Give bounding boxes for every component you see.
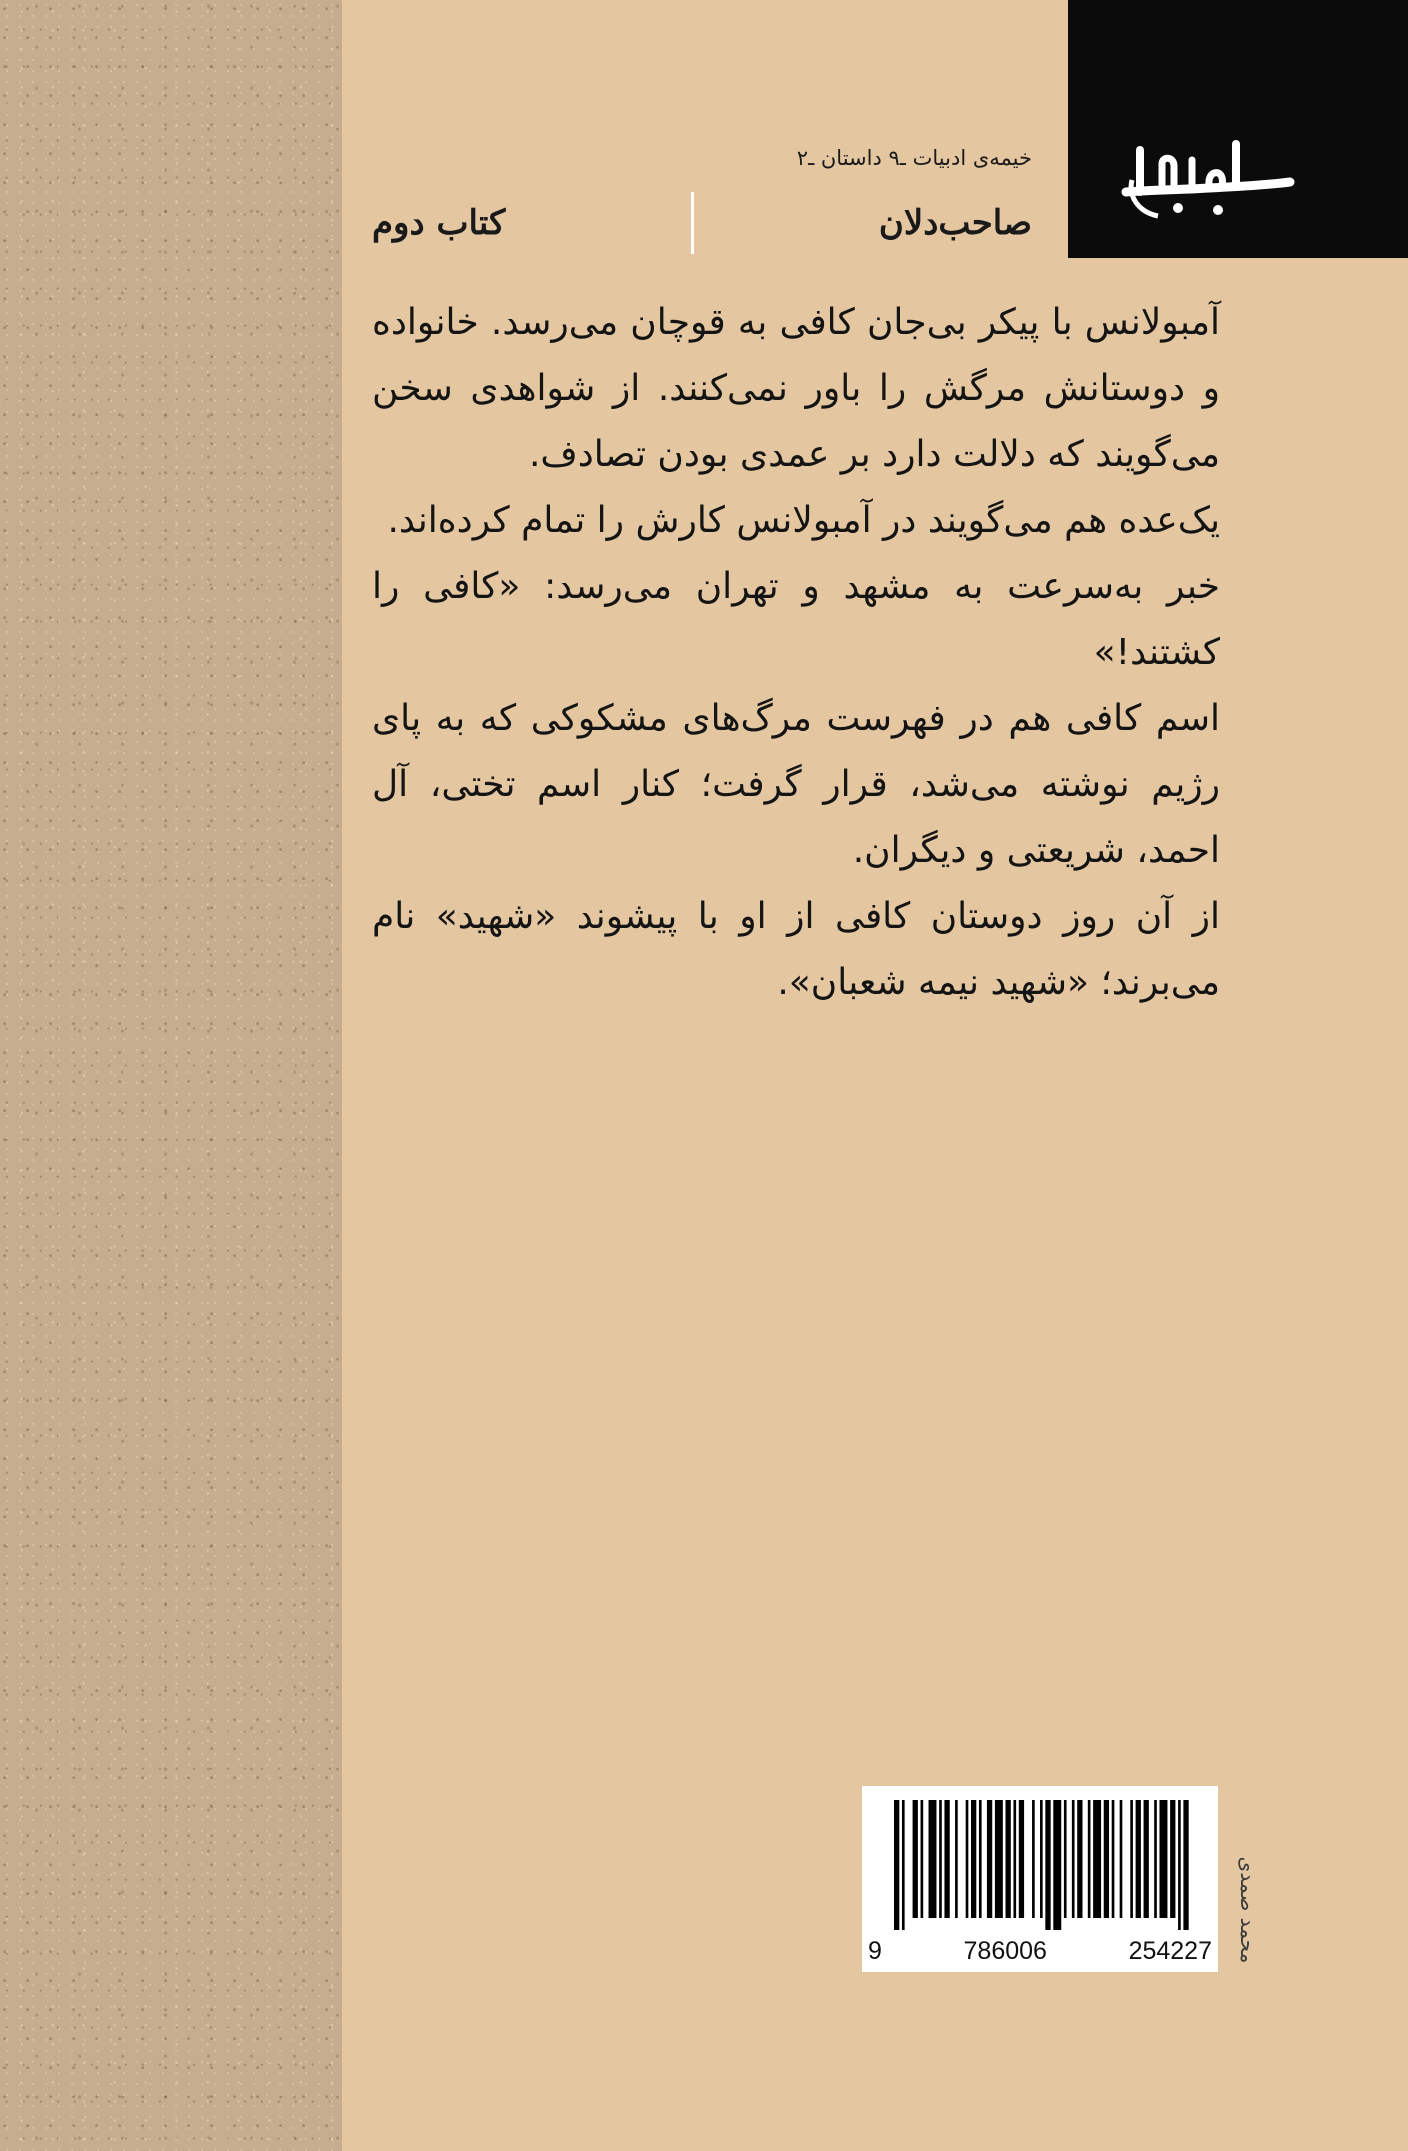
- barcode-bar: [913, 1800, 918, 1918]
- barcode-bar: [1006, 1800, 1011, 1918]
- barcode-bar: [1183, 1800, 1188, 1930]
- barcode-bar: [966, 1800, 969, 1918]
- title-bar: [372, 188, 1032, 258]
- barcode-bar: [1144, 1800, 1149, 1918]
- blurb-paragraph: آمبولانس با پیکر بی‌جان کافی به قوچان می‌رسد. خانواده و دوستانش مرگش را باور نمی‌کنند. از شواهدی سخن می‌گویند که دلالت دارد بر عمدی بودن تصادف.: [372, 302, 1220, 475]
- khaimeh-logo-icon: [1118, 120, 1298, 240]
- barcode-bar: [955, 1800, 958, 1918]
- barcode-bar: [929, 1800, 937, 1918]
- barcode-bar: [894, 1800, 899, 1930]
- barcode-bar: [939, 1800, 942, 1918]
- blurb-paragraph: خبر به‌سرعت به مشهد و تهران می‌رسد: «کافی را کشتند!»: [372, 566, 1220, 673]
- barcode-bar: [1159, 1800, 1167, 1918]
- barcode-bar: [1040, 1800, 1043, 1918]
- barcode-bar: [995, 1800, 1003, 1918]
- barcode-bar: [971, 1800, 976, 1918]
- designer-name: محمد صمدی: [1236, 1856, 1260, 1964]
- barcode-bar: [1136, 1800, 1141, 1918]
- barcode-bar: [1013, 1800, 1016, 1918]
- barcode-digit-group1: 786006: [963, 1937, 1047, 1965]
- barcode-digits: [868, 1937, 1212, 1966]
- barcode-bar: [1088, 1800, 1091, 1918]
- blurb-paragraph: اسم کافی هم در فهرست مرگ‌های مشکوکی که به پای رژیم نوشته می‌شد، قرار گرفت؛ کنار اسم تختی، آل احمد، شریعتی و دیگران.: [372, 698, 1220, 871]
- barcode-bar: [979, 1800, 982, 1918]
- barcode-bar: [944, 1800, 949, 1918]
- designer-credit: [1230, 1820, 1266, 2000]
- series-line: خیمه‌ی ادبیات ـ۹ داستان ـ۲: [796, 146, 1032, 170]
- barcode-digit-group2: 254227: [1128, 1937, 1212, 1965]
- barcode-bar: [1019, 1800, 1024, 1918]
- barcode-bar: [1154, 1800, 1157, 1918]
- barcode-bar: [902, 1800, 905, 1930]
- book-part: کتاب دوم: [372, 203, 506, 243]
- barcode-bar: [1130, 1800, 1133, 1918]
- book-title: صاحب‌دلان: [878, 203, 1032, 243]
- isbn-barcode: [862, 1786, 1218, 1972]
- kraft-paper-strip: [0, 0, 342, 2151]
- barcode-bar: [1032, 1800, 1035, 1918]
- barcode-bar: [987, 1800, 992, 1918]
- barcode-bar: [1112, 1800, 1115, 1918]
- title-divider: [691, 192, 694, 254]
- barcode-bar: [1093, 1800, 1101, 1918]
- blurb-paragraph: از آن روز دوستان کافی از او با پیشوند «شهید» نام می‌برند؛ «شهید نیمه شعبان».: [372, 896, 1220, 1003]
- barcode-bar: [1178, 1800, 1181, 1930]
- barcode-bar: [921, 1800, 924, 1918]
- barcode-bar: [1077, 1800, 1082, 1918]
- blurb-paragraph: یک‌عده هم می‌گویند در آمبولانس کارش را تمام کرده‌اند.: [387, 500, 1220, 541]
- barcode-bar: [1104, 1800, 1109, 1918]
- barcode-digit-first: 9: [868, 1937, 882, 1965]
- barcode-bar: [1045, 1800, 1050, 1930]
- barcode-bar: [1072, 1800, 1075, 1918]
- barcode-bars: [894, 1800, 1194, 1930]
- barcode-bar: [1120, 1800, 1123, 1918]
- blurb-text: [372, 290, 1220, 1016]
- barcode-bar: [1053, 1800, 1061, 1930]
- publisher-logo: [1068, 0, 1408, 258]
- barcode-bar: [1064, 1800, 1067, 1918]
- barcode-bar: [1170, 1800, 1175, 1918]
